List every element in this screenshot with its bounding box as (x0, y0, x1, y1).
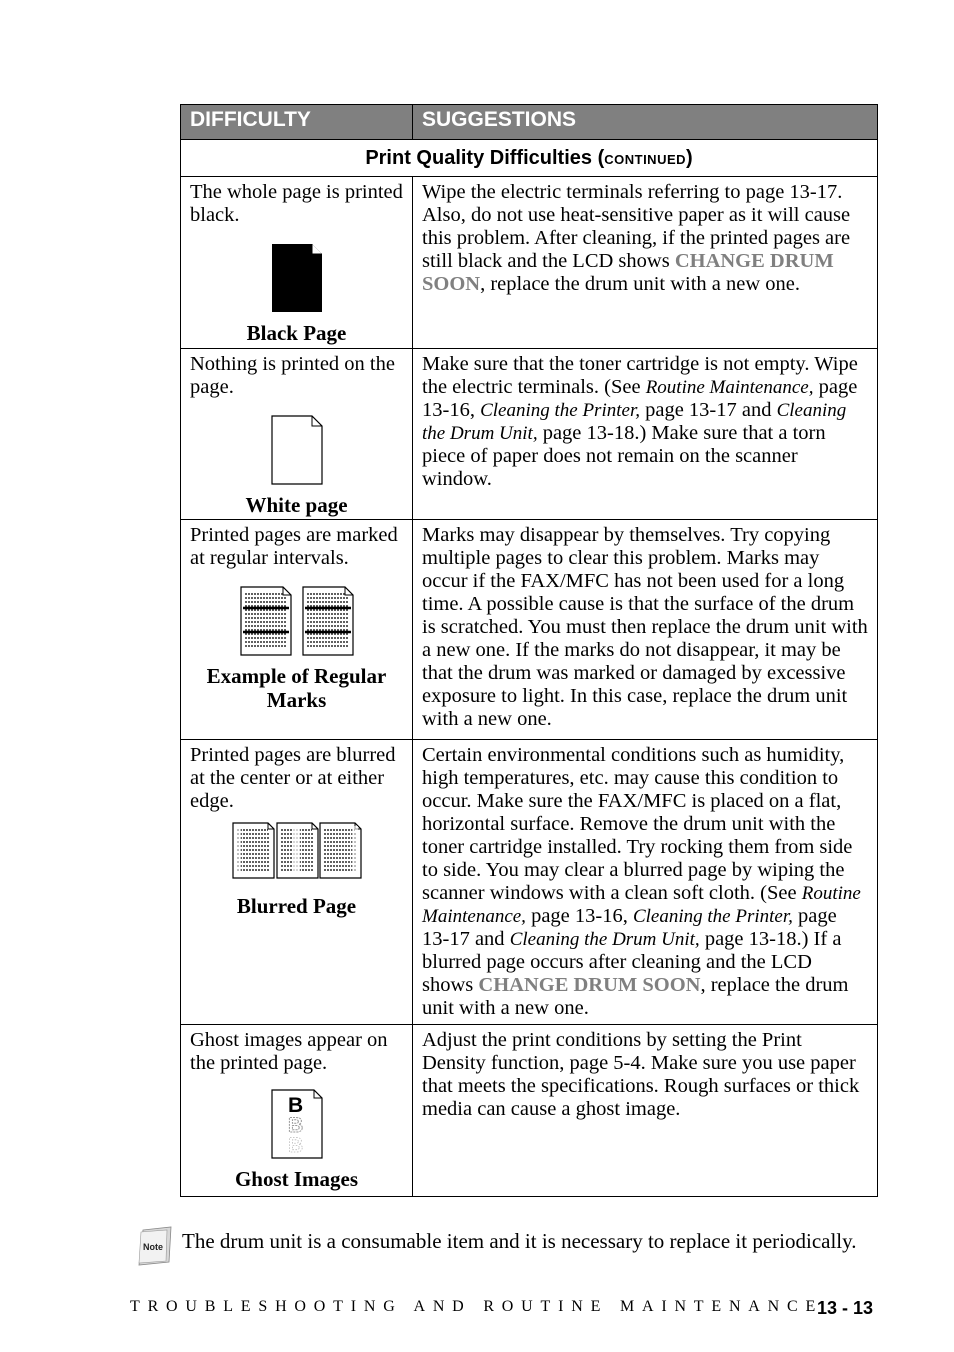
page-number: 13 - 13 (817, 1298, 874, 1318)
illustration-caption: Blurred Page (236, 894, 357, 918)
difficulty-text: Printed pages are marked at regular intervals. (190, 524, 398, 569)
section-row (181, 140, 878, 177)
difficulty-text: The whole page is printed black. (190, 181, 403, 226)
ghost-letter: B (287, 1114, 303, 1137)
ghost-page-icon (271, 1089, 323, 1159)
suggestion-cell: Adjust the print conditions by setting the Print Density function, page 5-4. Make sure you use paper that meets the specifications. Rough surfaces or thick media can cause a ghost image. (413, 1025, 878, 1197)
suggestion-cell: Wipe the electric terminals referring to page 13-17. Also, do not use heat-sensitive paper as it will cause this problem. After cleaning, if the printed pages are still black and the LCD shows CHANGE DRUM SOON, replace the drum unit with a new one. (413, 177, 878, 349)
table-header-row (181, 105, 878, 140)
black-page-icon (271, 243, 323, 313)
blurred-pages-icon (232, 822, 362, 880)
difficulty-header: DIFFICULTY (181, 105, 413, 140)
suggestion-cell: Certain environmental conditions such as humidity, high temperatures, etc. may cause this condition to occur. Make sure the FAX/MFC is placed on a flat, horizontal surface. Remove the drum unit with the toner cartridge installed. Try rocking them from side to side. You may clear a blurred page by wiping the scanner windows with a clean soft cloth. (See Routine Maintenance, page 13-16, Cleaning the Printer, page 13-17 and Cleaning the Drum Unit, page 13-18.) If a blurred page occurs after cleaning and the LCD shows CHANGE DRUM SOON, replace the drum unit with a new one. (413, 740, 878, 1025)
black-page-illustration (190, 243, 403, 313)
table-row (181, 520, 878, 740)
table-row (181, 1025, 878, 1197)
table-row (181, 177, 878, 349)
ghost-letter: B (287, 1094, 303, 1117)
troubleshooting-table (180, 104, 878, 1197)
illustration-caption: Ghost Images (234, 1167, 359, 1191)
ghost-letter: B (287, 1134, 303, 1157)
difficulty-cell (181, 177, 413, 349)
suggestions-header: SUGGESTIONS (413, 105, 878, 140)
difficulty-cell (181, 1025, 413, 1197)
white-page-icon (271, 415, 323, 485)
suggestion-cell: Marks may disappear by themselves. Try copying multiple pages to clear this problem. Marks may occur if the FAX/MFC has not been used for a long time. A possible cause is that the surface of the drum is scratched. You must then replace the drum unit with a new one. If the marks do not disappear, it may be that the drum was marked or damaged by excessive exposure to light. In this case, replace the drum unit with a new one. (413, 520, 878, 740)
table-row (181, 349, 878, 520)
note-icon (137, 1226, 173, 1266)
difficulty-cell (181, 349, 413, 520)
suggestion-cell: Make sure that the toner cartridge is not empty. Wipe the electric terminals. (See Routine Maintenance, page 13-16, Cleaning the Printer, page 13-17 and Cleaning the Drum Unit, page 13-18.) Make sure that a torn piece of paper does not remain on the scanner window. (413, 349, 878, 520)
difficulty-text: Printed pages are blurred at the center or at either edge. (190, 744, 396, 812)
ghost-images-illustration (190, 1089, 403, 1159)
illustration-caption: White page (245, 493, 348, 517)
illustration-caption: Example of Regular Marks (206, 664, 387, 712)
lcd-message: CHANGE DRUM SOON (422, 250, 834, 295)
difficulty-cell (181, 740, 413, 1025)
note-text: The drum unit is a consumable item and it is necessary to replace it periodically. (182, 1229, 857, 1253)
blurred-page-illustration (190, 822, 403, 880)
marked-pages-icon (240, 586, 354, 656)
white-page-illustration (190, 415, 403, 485)
lcd-message: CHANGE DRUM SOON (478, 974, 701, 996)
difficulty-text: Nothing is printed on the page. (190, 353, 395, 398)
footer-title: TROUBLESHOOTING AND ROUTINE MAINTENANCE (130, 1298, 824, 1315)
difficulty-cell (181, 520, 413, 740)
table-row (181, 740, 878, 1025)
regular-marks-illustration (190, 586, 403, 656)
note-icon-label: Note (143, 1242, 163, 1252)
difficulty-text: Ghost images appear on the printed page. (190, 1029, 388, 1074)
illustration-caption: Black Page (246, 321, 347, 345)
section-title: Print Quality Difficulties (CONTINUED) (181, 140, 878, 177)
